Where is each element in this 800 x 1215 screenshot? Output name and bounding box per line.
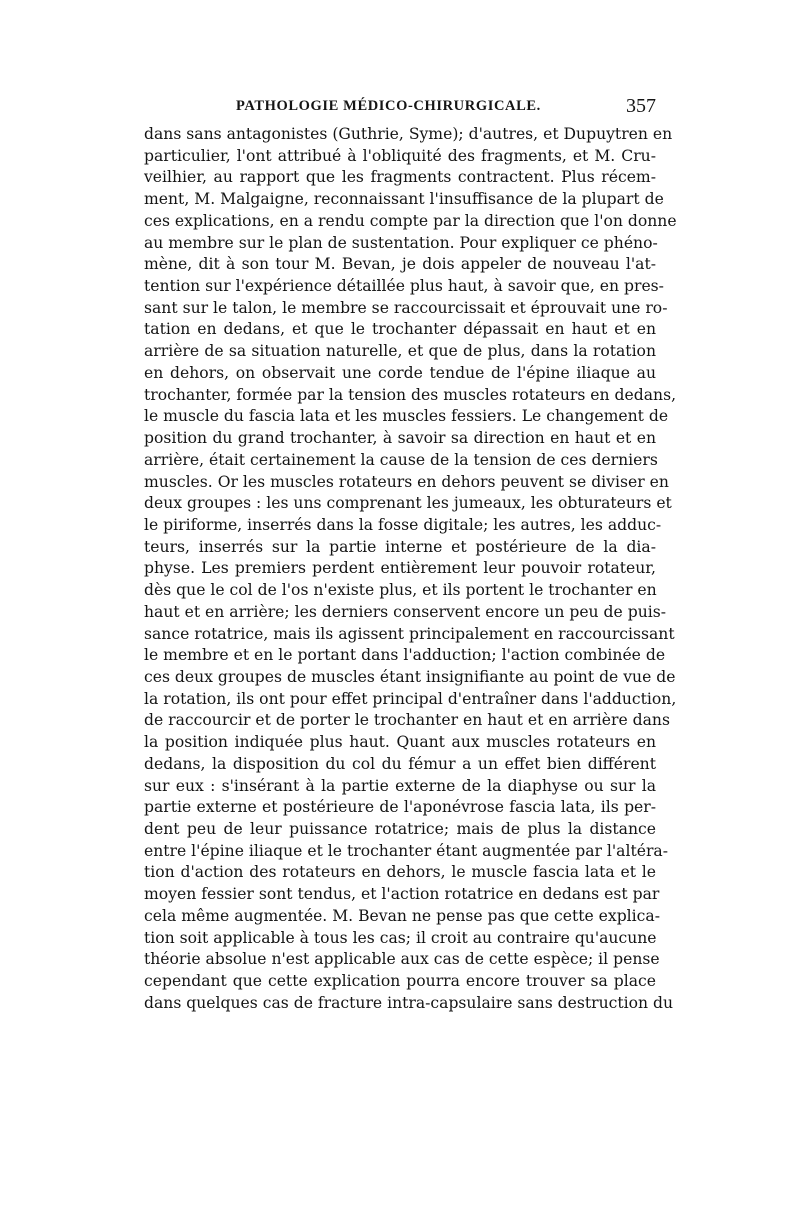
text-line: dans quelques cas de fracture intra-capsulaire sans destruction du <box>144 993 674 1012</box>
text-line: de raccourcir et de porter le trochanter en haut et en arrière dans <box>144 711 670 730</box>
text-line: sant sur le talon, le membre se raccourcissait et éprouvait une ro- <box>144 298 668 317</box>
text-line: dès que le col de l'os n'existe plus, et ils portent le trochanter en <box>144 581 657 600</box>
body-text <box>144 124 677 1014</box>
text-line: en dehors, on observait une corde tendue de l'épine iliaque au <box>144 363 656 382</box>
text-line: deux groupes : les uns comprenant les jumeaux, les obturateurs et <box>144 494 672 513</box>
text-line: tion soit applicable à tous les cas; il croit au contraire qu'aucune <box>144 928 657 947</box>
text-line: partie externe et postérieure de l'aponévrose fascia lata, ils per- <box>144 798 656 817</box>
text-line: entre l'épine iliaque et le trochanter étant augmentée par l'altéra- <box>144 841 668 860</box>
text-line: ces explications, en a rendu compte par la direction que l'on donne <box>144 211 677 230</box>
text-line: la position indiquée plus haut. Quant aux muscles rotateurs en <box>144 733 656 752</box>
text-line: veilhier, au rapport que les fragments contractent. Plus récem- <box>144 168 656 187</box>
text-line: le muscle du fascia lata et les muscles fessiers. Le changement de <box>144 407 669 426</box>
text-line: sance rotatrice, mais ils agissent principalement en raccourcissant <box>144 624 675 643</box>
text-line: trochanter, formée par la tension des muscles rotateurs en dedans, <box>144 385 677 404</box>
text-line: position du grand trochanter, à savoir sa direction en haut et en <box>144 429 656 448</box>
text-line: tion d'action des rotateurs en dehors, le muscle fascia lata et le <box>144 863 656 882</box>
page-number: 357 <box>626 95 656 117</box>
text-line: cependant que cette explication pourra encore trouver sa place <box>144 972 656 991</box>
text-line: dent peu de leur puissance rotatrice; mais de plus la distance <box>144 820 656 838</box>
text-line: théorie absolue n'est applicable aux cas de cette espèce; il pense <box>144 950 660 969</box>
text-line: ment, M. Malgaigne, reconnaissant l'insuffisance de la plupart de <box>144 190 664 209</box>
text-line: mène, dit à son tour M. Bevan, je dois appeler de nouveau l'at- <box>144 255 656 274</box>
text-line: haut et en arrière; les derniers conservent encore un peu de puis- <box>144 602 667 621</box>
text-line: particulier, l'ont attribué à l'obliquité des fragments, et M. Cru- <box>144 146 656 165</box>
text-line: dans sans antagonistes (Guthrie, Syme); d'autres, et Dupuytren en <box>144 125 673 143</box>
text-line: tention sur l'expérience détaillée plus haut, à savoir que, en pres- <box>144 277 664 296</box>
text-line: moyen fessier sont tendus, et l'action rotatrice en dedans est par <box>144 885 660 904</box>
text-line: arrière de sa situation naturelle, et que de plus, dans la rotation <box>144 342 656 361</box>
text-line: le membre et en le portant dans l'adduction; l'action combinée de <box>144 646 666 665</box>
text-line: cela même augmentée. M. Bevan ne pense pas que cette explica- <box>144 906 660 925</box>
text-line: physe. Les premiers perdent entièrement leur pouvoir rotateur, <box>144 559 656 578</box>
text-line: dedans, la disposition du col du fémur a un effet bien différent <box>144 754 656 773</box>
text-line: le piriforme, inserrés dans la fosse digitale; les autres, les adduc- <box>144 515 662 534</box>
running-head <box>236 95 656 124</box>
text-line: la rotation, ils ont pour effet principal d'entraîner dans l'adduction, <box>144 689 677 708</box>
text-line: ces deux groupes de muscles étant insignifiante au point de vue de <box>144 667 676 686</box>
running-title: PATHOLOGIE MÉDICO-CHIRURGICALE. <box>236 98 541 114</box>
text-line: teurs, inserrés sur la partie interne et postérieure de la dia- <box>144 537 656 556</box>
text-line: sur eux : s'insérant à la partie externe de la diaphyse ou sur la <box>144 776 656 795</box>
text-line: au membre sur le plan de sustentation. Pour expliquer ce phéno- <box>144 233 658 252</box>
text-line: muscles. Or les muscles rotateurs en dehors peuvent se diviser en <box>144 472 669 491</box>
text-line: arrière, était certainement la cause de la tension de ces derniers <box>144 450 658 469</box>
text-line: tation en dedans, et que le trochanter dépassait en haut et en <box>144 320 656 339</box>
